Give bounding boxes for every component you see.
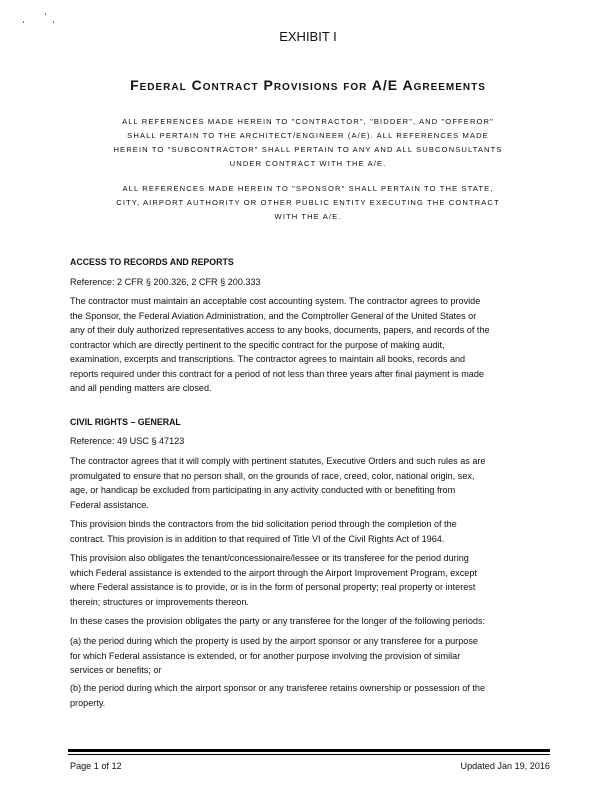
text-line: CITY, AIRPORT AUTHORITY OR OTHER PUBLIC ENTITY EXECUTING THE CONTRACT [116, 198, 500, 207]
text-line: ALL REFERENCES MADE HEREIN TO "SPONSOR" SHALL PERTAIN TO THE STATE, [122, 184, 494, 193]
section-heading: CIVIL RIGHTS – GENERAL [70, 417, 181, 427]
exhibit-label: EXHIBIT I [279, 29, 337, 44]
section-reference: Reference: 49 USC § 47123 [70, 436, 185, 446]
text-line: Federal assistance. [70, 499, 149, 510]
page-number: Page 1 of 12 [70, 761, 122, 771]
paragraph [70, 681, 485, 710]
text-line: for which Federal assistance is extended, or for another purpose involving the provision of similar [70, 650, 461, 661]
text-line: therein; structures or improvements thereon. [70, 596, 249, 607]
text-line: The contractor agrees that it will comply with pertinent statutes, Executive Orders and such rules as are [70, 456, 486, 466]
paragraph [70, 551, 477, 609]
text-line: where Federal assistance is to provide, or is in the form of personal property; real property or interest [70, 582, 476, 592]
paragraph [70, 634, 478, 678]
text-line: services or benefits; or [70, 665, 162, 675]
text-line: UNDER CONTRACT WITH THE A/E. [229, 159, 387, 168]
text-line: HEREIN TO "SUBCONTRACTOR" SHALL PERTAIN TO ANY AND ALL SUBCONSULTANTS [113, 145, 503, 154]
section-reference: Reference: 2 CFR § 200.326, 2 CFR § 200.333 [70, 277, 261, 287]
section-heading: ACCESS TO RECORDS AND REPORTS [70, 257, 234, 267]
paragraph [70, 454, 485, 512]
text-line: property. [70, 697, 106, 708]
text-line: and all pending matters are closed. [70, 383, 212, 393]
text-line: The contractor must maintain an acceptable cost accounting system. The contractor agrees to provide [70, 296, 481, 306]
text-line: This provision also obligates the tenant/concessionaire/lessee or its transferee for the period during [70, 553, 469, 563]
paragraph [70, 517, 457, 546]
text-line: any of their duly authorized representatives access to any books, documents, papers, and records of the [70, 325, 490, 335]
text-line: promulgated to ensure that no person shall, on the grounds of race, creed, color, national origin, sex, [70, 470, 475, 481]
text-line: (b) the period during which the airport sponsor or any transferee retains ownership or possession of the [70, 683, 486, 693]
scan-speck [45, 13, 46, 15]
text-line: This provision binds the contractors from the bid solicitation period through the completion of the [70, 519, 457, 529]
paragraph [70, 294, 490, 396]
text-line: contract. This provision is in addition to that required of Title VI of the Civil Rights Act of 1964. [70, 533, 445, 544]
intro-paragraph-contractor [0, 115, 616, 171]
text-line: SHALL PERTAIN TO THE ARCHITECT/ENGINEER (A/E). ALL REFERENCES MADE [127, 131, 489, 140]
text-line: age, or handicap be excluded from participating in any activity conducted with or benefiting from [70, 485, 456, 495]
intro-paragraph-sponsor [0, 182, 616, 224]
text-line: which Federal assistance is extended to the airport through the Airport Improvement Program, except [70, 567, 477, 578]
text-line: contractor which are directly pertinent to the specific contract for the purpose of making audit, [70, 339, 445, 350]
scan-speck [23, 21, 24, 23]
footer-rule [68, 749, 550, 752]
text-line: WITH THE A/E. [274, 212, 342, 221]
scan-speck [53, 21, 54, 23]
text-line: ALL REFERENCES MADE HEREIN TO "CONTRACTOR", "BIDDER", AND "OFFEROR" [122, 117, 494, 126]
paragraph [70, 614, 485, 629]
text-line: In these cases the provision obligates the party or any transferee for the longer of the following periods: [70, 616, 486, 626]
text-line: (a) the period during which the property is used by the airport sponsor or any transferee for a purpose [70, 636, 478, 646]
text-line: reports required under this contract for a period of not less than three years after final payment is made [70, 368, 484, 379]
updated-date: Updated Jan 19, 2016 [460, 761, 550, 771]
text-line: the Sponsor, the Federal Aviation Administration, and the Comptroller General of the United States or [70, 310, 477, 321]
document-title: Federal Contract Provisions for A/E Agreements [130, 77, 486, 93]
text-line: examination, excerpts and transcriptions. The contractor agrees to maintain all books, records and [70, 354, 466, 364]
footer-rule-thin [68, 754, 550, 755]
